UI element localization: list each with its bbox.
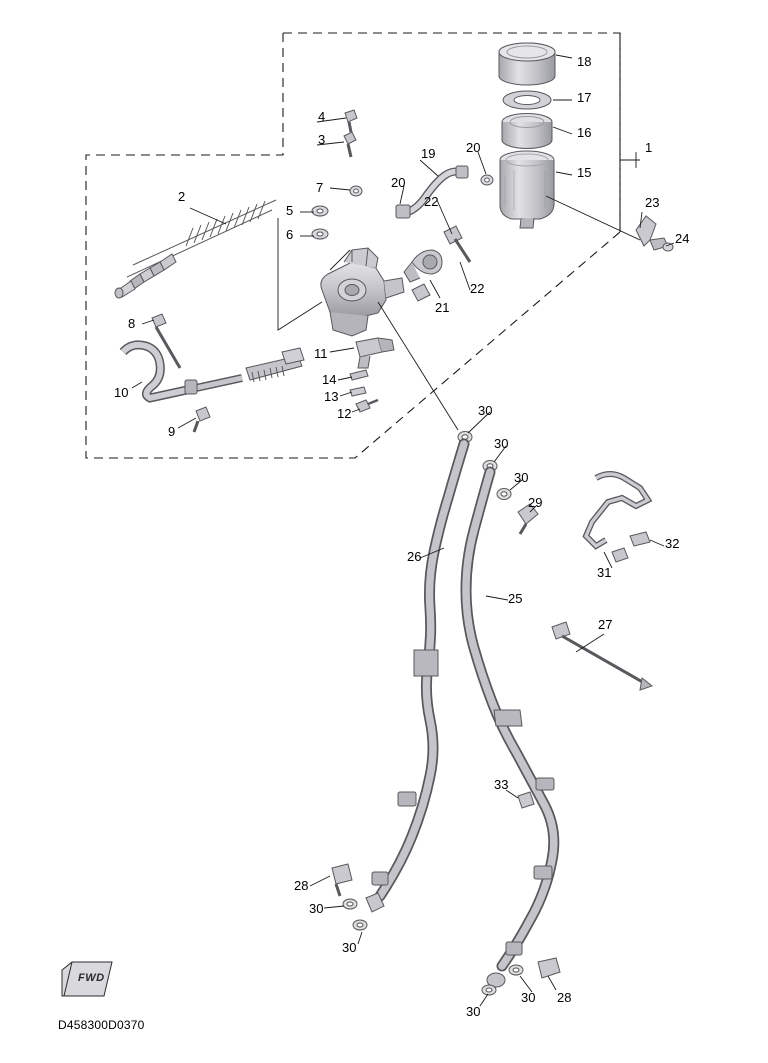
part-26-brake-hose-left [366, 444, 464, 912]
callout-7: 7 [316, 180, 324, 195]
callout-16: 16 [577, 125, 592, 140]
callout-28-left: 28 [294, 878, 309, 893]
callout-11: 11 [314, 346, 328, 361]
part-25-brake-hose-right [466, 472, 554, 987]
part-17-gasket [503, 91, 551, 109]
callout-17: 17 [577, 90, 592, 105]
part-5-6-washers [312, 206, 328, 239]
callout-10: 10 [114, 385, 129, 400]
callout-28-right: 28 [557, 990, 572, 1005]
parts-12-13-14 [350, 370, 378, 412]
part-19-hose [396, 166, 468, 218]
callout-5: 5 [286, 203, 294, 218]
callout-30-b: 30 [494, 436, 509, 451]
callout-13: 13 [324, 389, 339, 404]
callout-25: 25 [508, 591, 523, 606]
callout-2: 2 [178, 189, 186, 204]
callout-20-right: 20 [466, 140, 481, 155]
callout-33: 33 [494, 777, 509, 792]
callout-23: 23 [645, 195, 660, 210]
callout-20-left: 20 [391, 175, 406, 190]
part-20-washers [350, 175, 493, 196]
callout-29: 29 [528, 495, 543, 510]
callout-22-upper: 22 [424, 194, 439, 209]
callout-30-d: 30 [309, 901, 324, 916]
part-11-brake-switch [356, 338, 394, 368]
callout-9: 9 [168, 424, 176, 439]
callout-30-f: 30 [466, 1004, 481, 1019]
callout-14: 14 [322, 372, 337, 387]
callout-30-g: 30 [521, 990, 536, 1005]
callout-32: 32 [665, 536, 680, 551]
callout-8: 8 [128, 316, 136, 331]
diagram-part-code: D458300D0370 [58, 1018, 145, 1032]
callout-24: 24 [675, 231, 690, 246]
callout-4: 4 [318, 109, 326, 124]
callout-30-c: 30 [514, 470, 529, 485]
part-27-tie [552, 622, 652, 690]
part-3-4-bolts [344, 110, 357, 157]
callout-18: 18 [577, 54, 592, 69]
callout-30-e: 30 [342, 940, 357, 955]
callout-6: 6 [286, 227, 294, 242]
callout-15: 15 [577, 165, 592, 180]
parts-31-32-bracket [586, 474, 650, 562]
part-16-diaphragm [502, 114, 552, 149]
part-2-piston-kit [115, 200, 276, 298]
callout-21: 21 [435, 300, 450, 315]
part-10-hose [123, 345, 304, 398]
callout-27: 27 [598, 617, 613, 632]
callout-19: 19 [421, 146, 436, 161]
part-15-reservoir-tank [500, 151, 554, 228]
callout-31: 31 [597, 565, 612, 580]
callout-1: 1 [645, 140, 653, 155]
callout-30-a: 30 [478, 403, 493, 418]
fwd-label: FWD [78, 972, 105, 984]
callout-26: 26 [407, 549, 422, 564]
callout-12: 12 [337, 406, 352, 421]
callout-3: 3 [318, 132, 326, 147]
callout-22-lower: 22 [470, 281, 485, 296]
part-18-reservoir-cap [499, 43, 555, 85]
part-9-bolt [194, 407, 210, 432]
part-33-fitting [518, 792, 534, 808]
